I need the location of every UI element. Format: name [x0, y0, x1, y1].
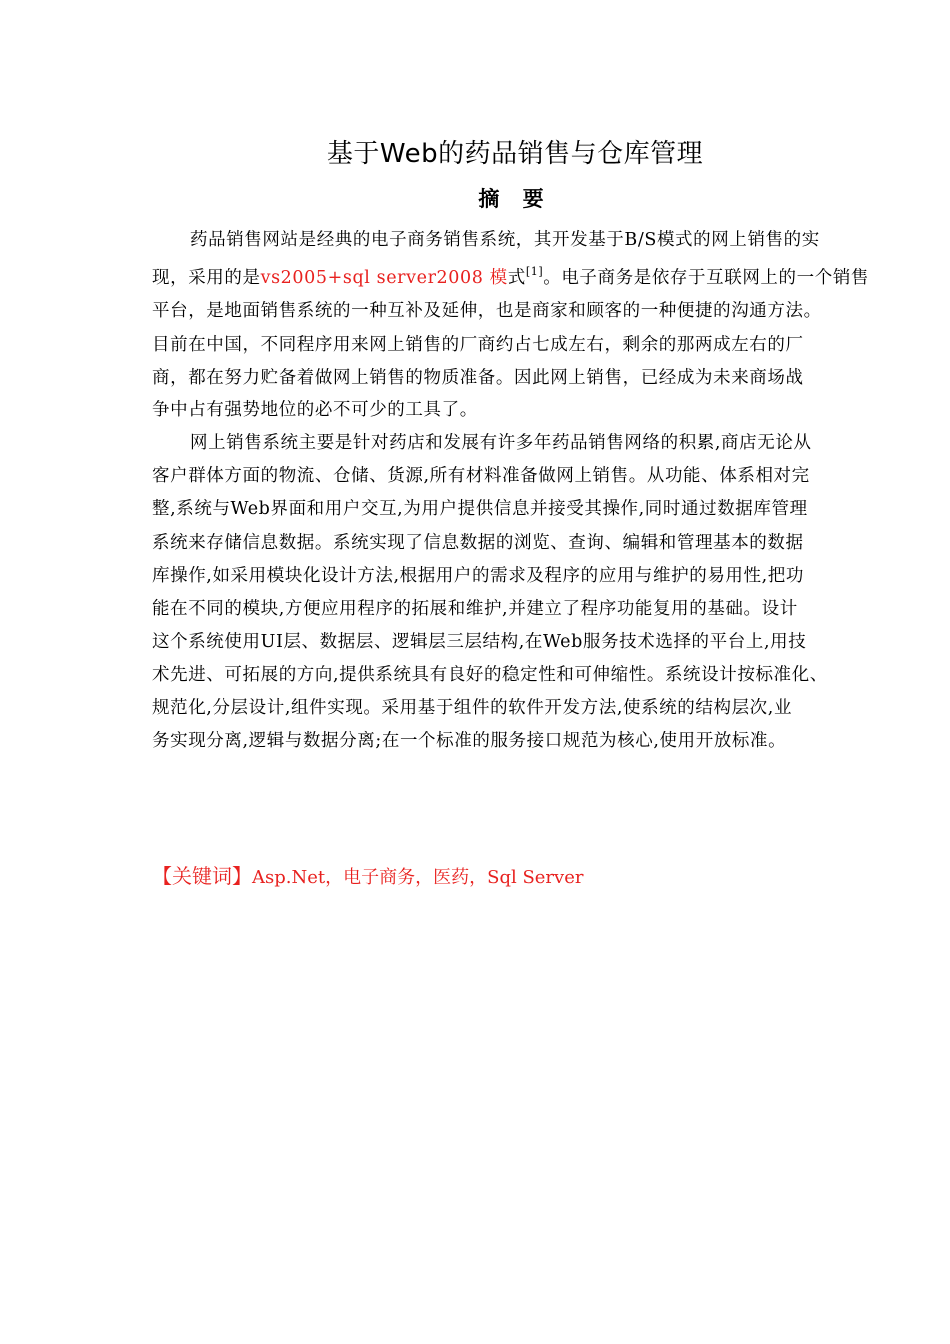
keywords-line — [152, 862, 583, 892]
line-text: 。电子商务是依存于互联网上的一个销售 — [543, 268, 870, 288]
paragraph-line: 药品销售网站是经典的电子商务销售系统，其开发基于B/S模式的网上销售的实 — [190, 230, 820, 250]
paragraph-line: 规范化,分层设计,组件实现。采用基于组件的软件开发方法,使系统的结构层次,业 — [152, 698, 793, 718]
paragraph-line: 整,系统与Web界面和用户交互,为用户提供信息并接受其操作,同时通过数据库管理 — [152, 499, 808, 519]
paragraph-line: 目前在中国，不同程序用来网上销售的厂商约占七成左右，剩余的那两成左右的厂 — [152, 335, 804, 355]
keywords-label: 【关键词】 — [152, 864, 252, 888]
paragraph-line: 网上销售系统主要是针对药店和发展有许多年药品销售网络的积累,商店无论从 — [190, 433, 812, 453]
paragraph-line: 商，都在努力贮备着做网上销售的物质准备。因此网上销售，已经成为未来商场战 — [152, 368, 804, 388]
paragraph-line: 平台，是地面销售系统的一种互补及延伸，也是商家和顾客的一种便捷的沟通方法。 — [152, 301, 822, 321]
keywords-values: Asp.Net，电子商务，医药，Sql Server — [252, 867, 584, 888]
technology-highlight: vs2005+sql server2008 模 — [260, 268, 508, 288]
paragraph-line — [152, 266, 869, 290]
citation-marker: [1] — [525, 265, 544, 278]
paragraph-line: 这个系统使用UI层、数据层、逻辑层三层结构,在Web服务技术选择的平台上,用技 — [152, 632, 807, 652]
paragraph-line: 客户群体方面的物流、仓储、货源,所有材料准备做网上销售。从功能、体系相对完 — [152, 466, 810, 486]
abstract-heading: 摘 要 — [478, 187, 552, 211]
document-title: 基于Web的药品销售与仓库管理 — [326, 139, 704, 169]
paragraph-line: 能在不同的模块,方便应用程序的拓展和维护,并建立了程序功能复用的基础。设计 — [152, 599, 798, 619]
paragraph-line: 库操作,如采用模块化设计方法,根据用户的需求及程序的应用与维护的易用性,把功 — [152, 566, 804, 586]
paragraph-line: 术先进、可拓展的方向,提供系统具有良好的稳定性和可伸缩性。系统设计按标准化、 — [152, 665, 828, 685]
line-text: 式 — [507, 268, 526, 288]
paragraph-line: 争中占有强势地位的必不可少的工具了。 — [152, 400, 478, 420]
paragraph-line: 务实现分离,逻辑与数据分离;在一个标准的服务接口规范为核心,使用开放标准。 — [152, 731, 787, 751]
line-text: 现，采用的是 — [152, 268, 261, 288]
paragraph-line: 系统来存储信息数据。系统实现了信息数据的浏览、查询、编辑和管理基本的数据 — [152, 533, 804, 553]
